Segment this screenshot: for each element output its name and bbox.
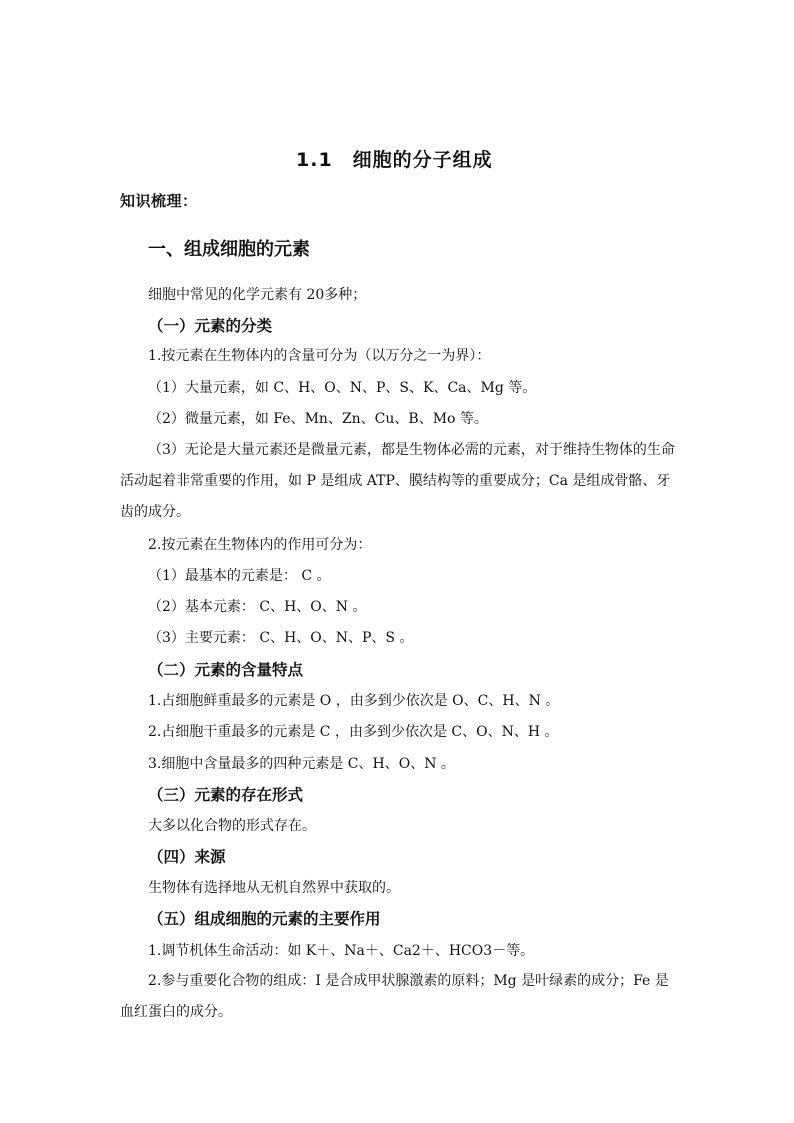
list-item-basic-elements: （2）基本元素： C、H、O、N 。 (148, 599, 367, 615)
subheading-main-functions: （五）组成细胞的元素的主要作用 (148, 910, 381, 928)
heading-elements: 一、组成细胞的元素 (148, 239, 310, 260)
subheading-content-features: （二）元素的含量特点 (148, 661, 304, 679)
section-label: 知识梳理： (120, 192, 198, 210)
page-title: 1.1 细胞的分子组成 (296, 149, 493, 171)
paragraph-source: 生物体有选择地从无机自然界中获取的。 (148, 880, 400, 896)
paragraph-four-elements: 3.细胞中含量最多的四种元素是 C、H、O、N 。 (148, 756, 455, 772)
paragraph-existence-form: 大多以化合物的形式存在。 (148, 818, 316, 834)
intro-text: 细胞中常见的化学元素有 20多种； (148, 287, 367, 303)
paragraph-regulation: 1.调节机体生命活动：如 K＋、Na＋、Ca2＋、HCO3－等。 (148, 943, 535, 959)
paragraph-dry-weight: 2.占细胞干重最多的元素是 C ，由多到少依次是 C、O、N、H 。 (148, 724, 559, 740)
list-item-macro-elements: （1）大量元素，如 C、H、O、N、P、S、K、Ca、Mg 等。 (148, 380, 537, 396)
paragraph-fresh-weight: 1.占细胞鲜重最多的元素是 O ，由多到少依次是 O、C、H、N 。 (148, 693, 560, 709)
paragraph-compound-composition: 2.参与重要化合物的组成：I 是合成甲状腺激素的原料；Mg 是叶绿素的成分；Fe 是血红蛋白的成分。 (120, 973, 669, 1020)
subheading-classification: （一）元素的分类 (148, 317, 273, 335)
list-item-trace-elements: （2）微量元素，如 Fe、Mn、Zn、Cu、B、Mo 等。 (148, 411, 488, 427)
subheading-source: （四）来源 (148, 848, 226, 866)
list-item-most-basic-element: （1）最基本的元素是： C 。 (148, 568, 331, 584)
paragraph-classification-by-function: 2.按元素在生物体内的作用可分为： (148, 537, 372, 553)
list-item-essential-elements: （3）无论是大量元素还是微量元素，都是生物体必需的元素，对于维持生物体的生命活动起着非常重要的作用，如 P 是组成 ATP、膜结构等的重要成分；Ca 是组成骨骼、牙齿的成分。 (120, 442, 675, 520)
paragraph-classification-by-content: 1.按元素在生物体内的含量可分为（以万分之一为界）： (148, 348, 491, 364)
subheading-existence-form: （三）元素的存在形式 (148, 786, 304, 804)
list-item-major-elements: （3）主要元素： C、H、O、N、P、S 。 (148, 630, 414, 646)
